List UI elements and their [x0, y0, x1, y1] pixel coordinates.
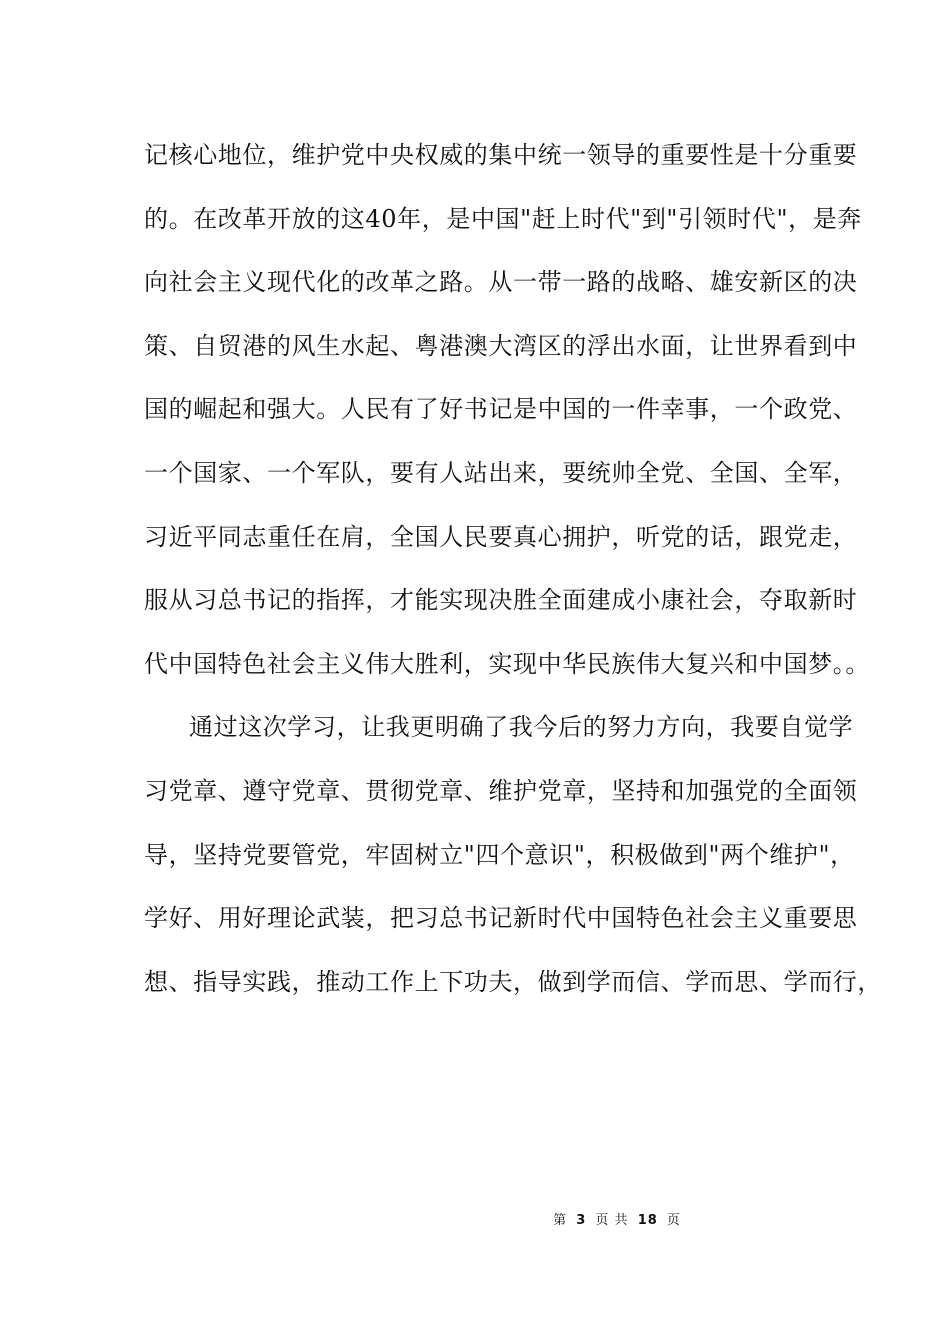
total-pages-number: 18 — [637, 1213, 658, 1228]
footer-prefix: 第 — [553, 1213, 568, 1228]
text-line: 代中国特色社会主义伟大胜利，实现中华民族伟大复兴和中国梦。。 — [144, 649, 870, 678]
text-line: 习党章、遵守党章、贯彻党章、维护党章，坚持和加强党的全面领 — [144, 776, 858, 805]
text-line: 一个国家、一个军队，要有人站出来，要统帅全党、全国、全军， — [144, 458, 858, 487]
text-line: 记核心地位，维护党中央权威的集中统一领导的重要性是十分重要 — [144, 141, 858, 169]
text-line: 想、指导实践，推动工作上下功夫，做到学而信、学而思、学而行， — [144, 967, 882, 996]
paragraph-start-line: 通过这次学习，让我更明确了我今后的努力方向，我要自觉学 — [189, 713, 854, 742]
text-line: 服从习总书记的指挥，才能实现决胜全面建成小康社会，夺取新时 — [144, 586, 858, 615]
text-line: 导，坚持党要管党，牢固树立"四个意识"，积极做到"两个维护"， — [144, 840, 855, 869]
footer-suffix: 页 — [666, 1213, 681, 1228]
text-line: 向社会主义现代化的改革之路。从一带一路的战略、雄安新区的决 — [144, 268, 858, 297]
page-number-label — [551, 1209, 683, 1228]
text-line: 的。在改革开放的这40年，是中国"赶上时代"到"引领时代"，是奔 — [144, 204, 862, 233]
page-footer — [0, 1209, 950, 1228]
text-line: 国的崛起和强大。人民有了好书记是中国的一件幸事，一个政党、 — [144, 395, 858, 424]
current-page-number: 3 — [576, 1213, 587, 1228]
text-line: 策、自贸港的风生水起、粤港澳大湾区的浮出水面，让世界看到中 — [144, 331, 858, 360]
footer-middle: 页 共 — [595, 1213, 629, 1228]
text-line: 学好、用好理论武装，把习总书记新时代中国特色社会主义重要思 — [144, 904, 858, 933]
body-text — [144, 135, 882, 1025]
text-line: 习近平同志重任在肩，全国人民要真心拥护，听党的话，跟党走， — [144, 522, 858, 551]
